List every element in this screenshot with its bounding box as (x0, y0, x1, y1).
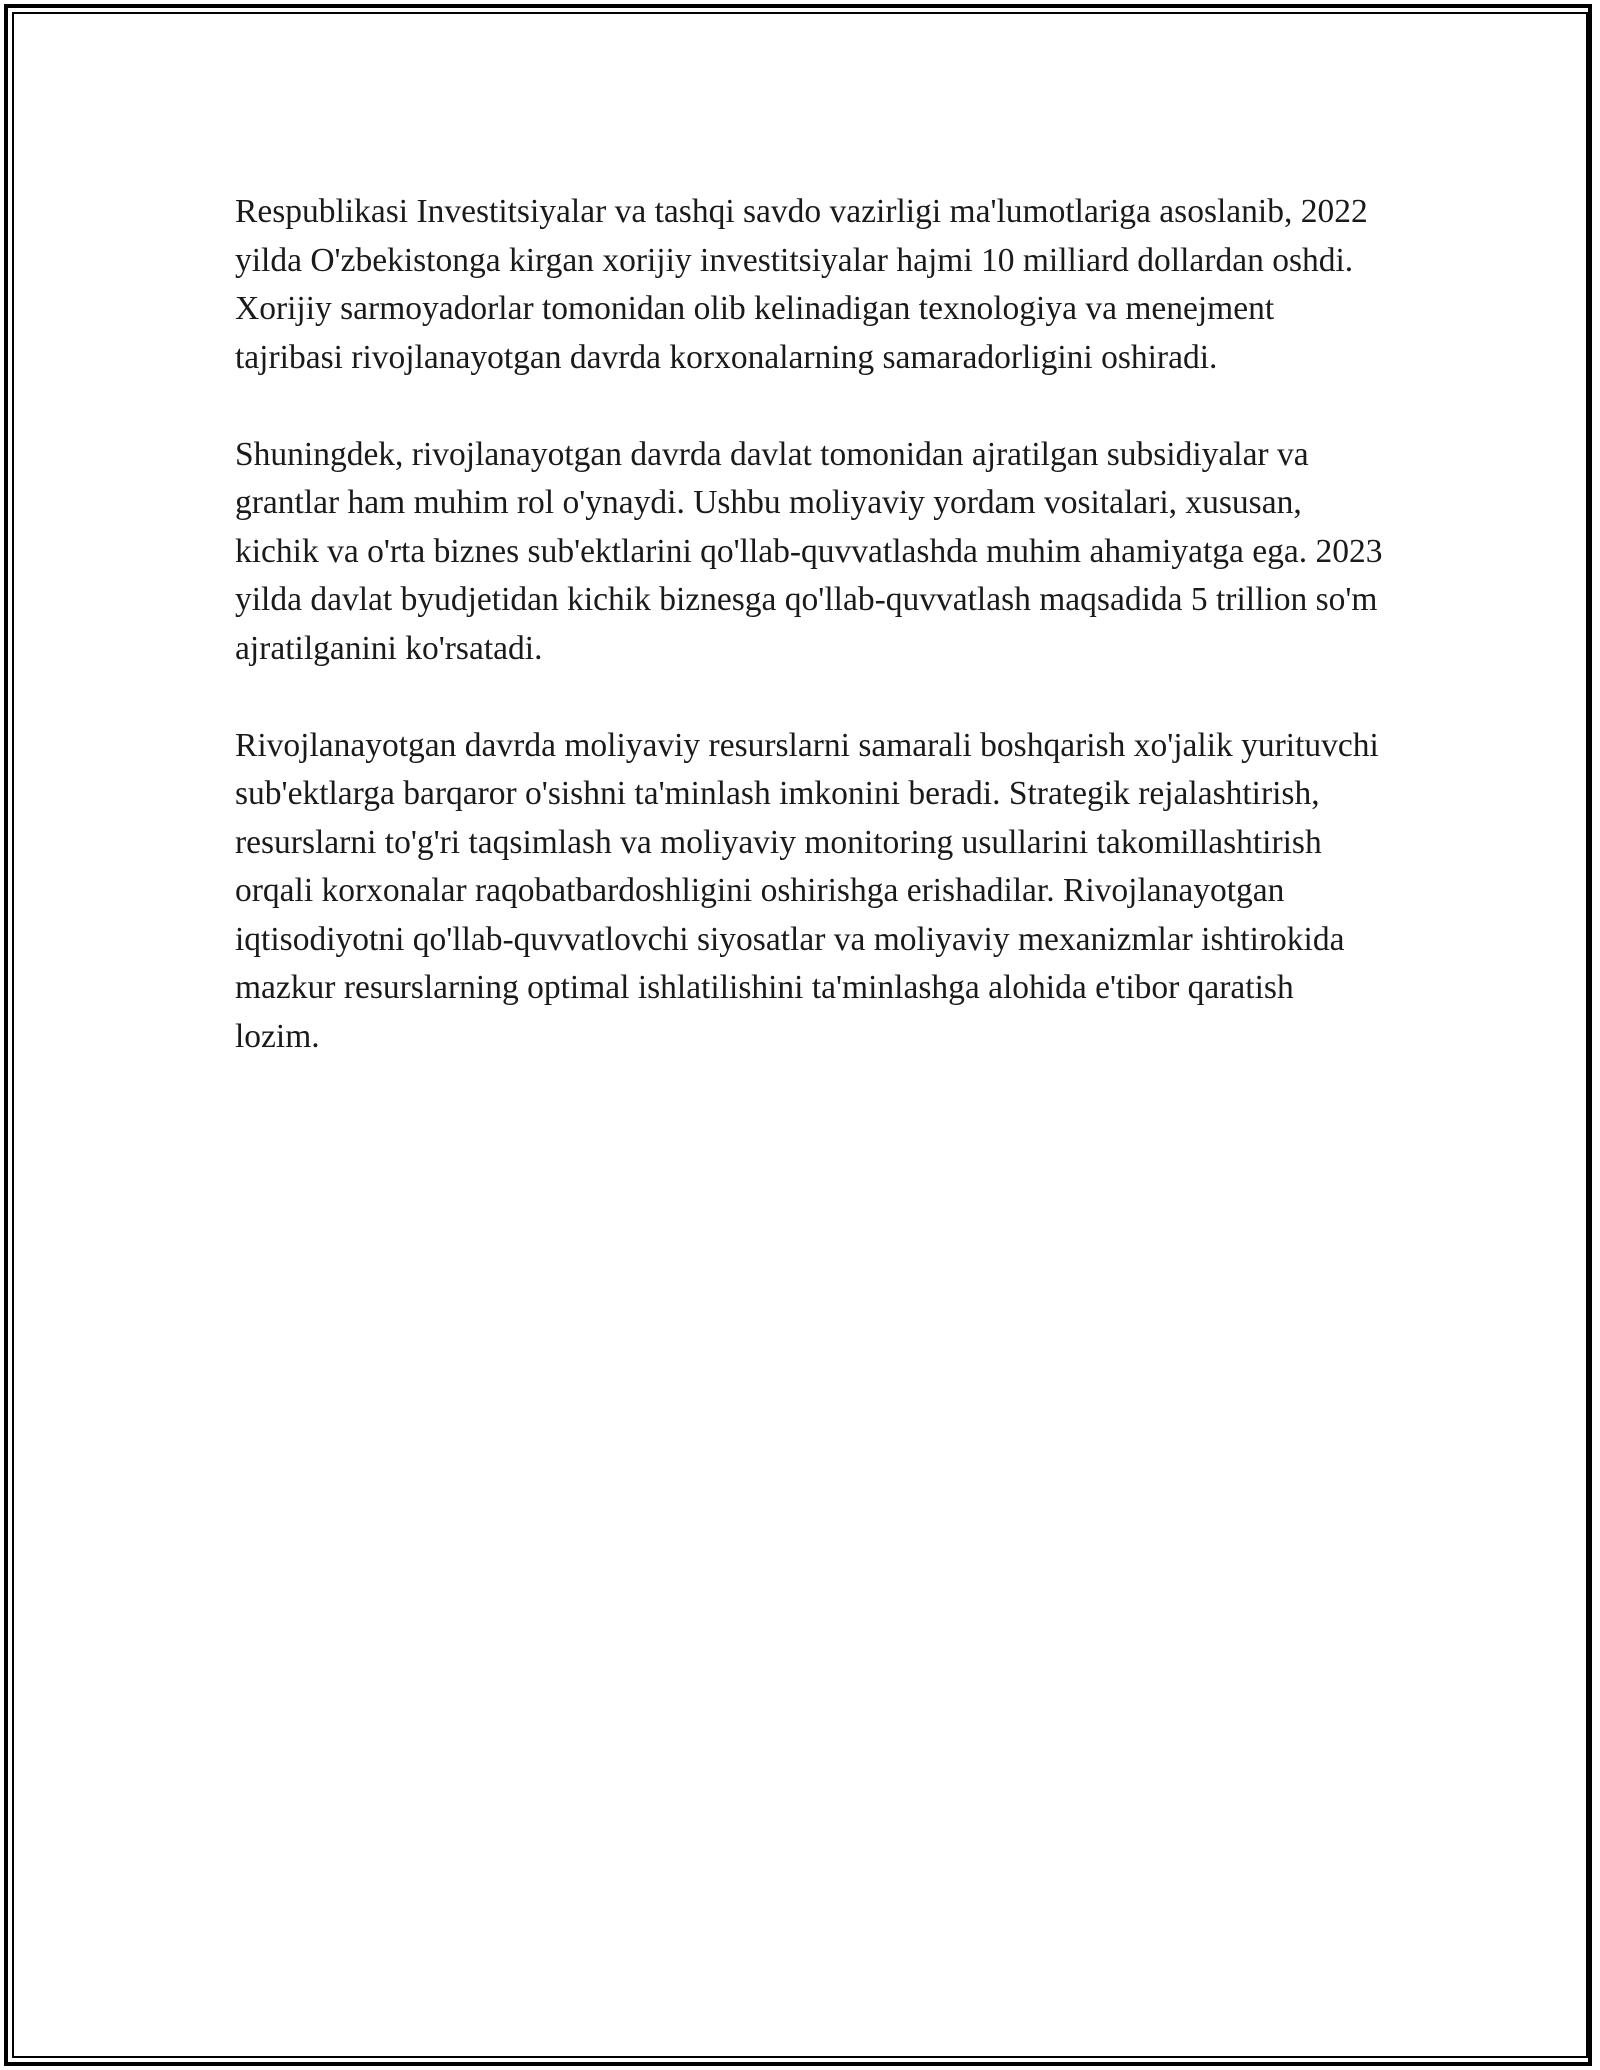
paragraph-1: Respublikasi Investitsiyalar va tashqi savdo vazirligi ma'lumotlariga asoslanib, 2022 yilda O'zbekistonga kirgan xorijiy investitsiyalar hajmi 10 milliard dollardan oshdi. Xorijiy sarmoyadorlar tomonidan olib kelinadigan texnologiya va menejment tajribasi rivojlanayotgan davrda korxonalarning samaradorligini oshiradi. (235, 193, 1368, 376)
document-body (235, 188, 1385, 1110)
paragraph-2: Shuningdek, rivojlanayotgan davrda davlat tomonidan ajratilgan subsidiyalar va grantlar ham muhim rol o'ynaydi. Ushbu moliyaviy yordam vositalari, xususan, kichik va o'rta biznes sub'ektlarini qo'llab-quvvatlashda muhim ahamiyatga ega. 2023 yilda davlat byudjetidan kichik biznesga qo'llab-quvvatlash maqsadida 5 trillion so'm ajratilganini ko'rsatadi. (235, 435, 1383, 667)
paragraph-3: Rivojlanayotgan davrda moliyaviy resurslarni samarali boshqarish xo'jalik yurituvchi sub'ektlarga barqaror o'sishni ta'minlash imkonini beradi. Strategik rejalashtirish, resurslarni to'g'ri taqsimlash va moliyaviy monitoring usullarini takomillashtirish orqali korxonalar raqobatbardoshligini oshirishga erishadilar. Rivojlanayotgan iqtisodiyotni qo'llab-quvvatlovchi siyosatlar va moliyaviy mexanizmlar ishtirokida mazkur resurslarning optimal ishlatilishini ta'minlashga alohida e'tibor qaratish lozim. (235, 726, 1379, 1055)
